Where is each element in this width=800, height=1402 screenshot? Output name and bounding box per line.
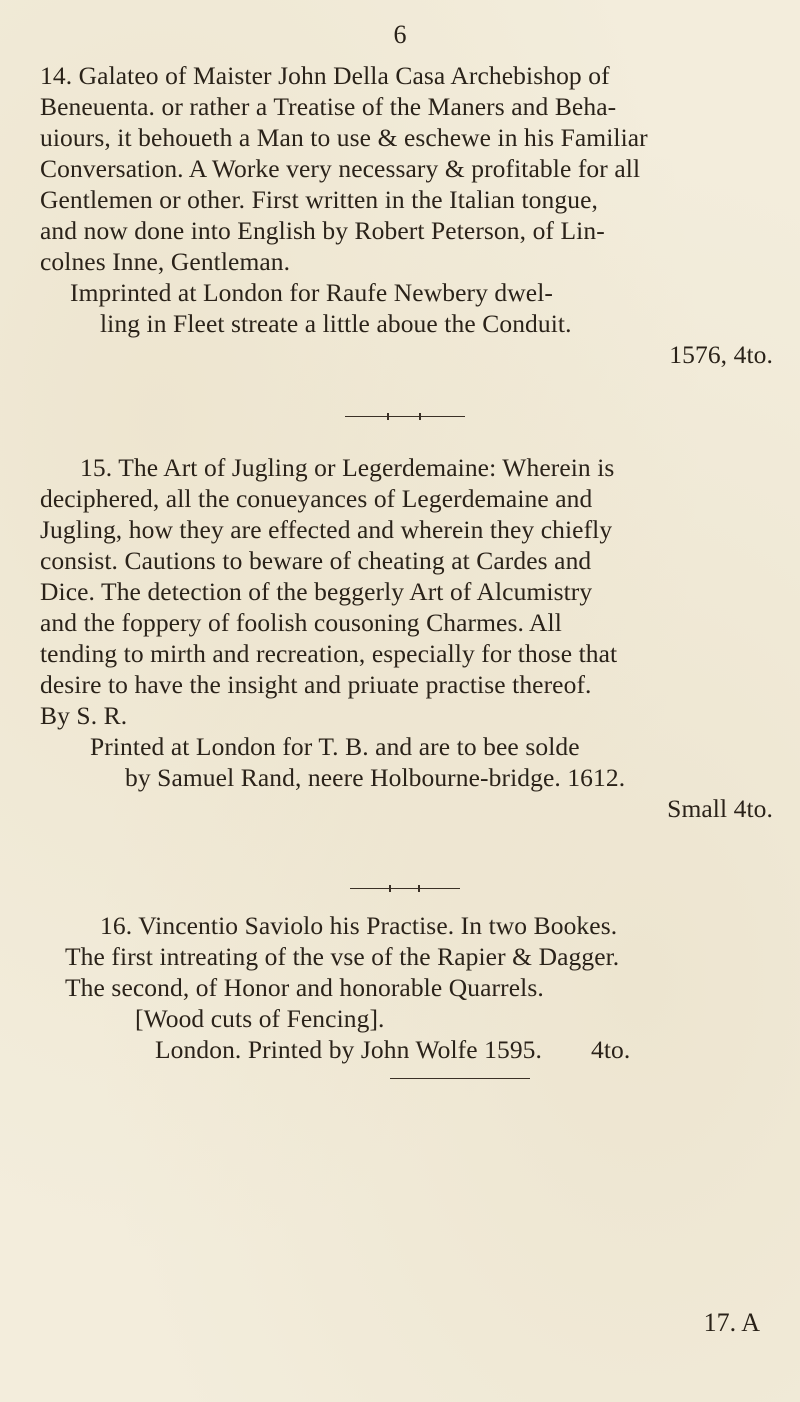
imprint-line: Imprinted at London for Raufe Newbery dwel- — [70, 278, 553, 307]
imprint-line — [40, 1034, 775, 1065]
entry-line: colnes Inne, Gentleman. — [40, 247, 291, 276]
entry-line: and now done into English by Robert Peterson, of Lin- — [40, 216, 605, 245]
imprint-line: by Samuel Rand, neere Holbourne-bridge. 1612. — [125, 763, 626, 792]
entry-line: Beneuenta. or rather a Treatise of the Maners and Beha- — [40, 92, 617, 121]
entry-line: Gentlemen or other. First written in the Italian tongue, — [40, 185, 598, 214]
entry-line: 14. Galateo of Maister John Della Casa Archebishop of — [40, 61, 610, 90]
catchword: 17. A — [703, 1308, 760, 1337]
entry-line: deciphered, all the conueyances of Legerdemaine and — [40, 484, 593, 513]
section-divider — [345, 416, 465, 417]
entry-line: 16. Vincentio Saviolo his Practise. In two Bookes. — [100, 911, 618, 940]
imprint-line: ling in Fleet streate a little aboue the Conduit. — [100, 309, 572, 338]
entry-line: and the foppery of foolish cousoning Charmes. All — [40, 608, 562, 637]
section-divider — [390, 1078, 530, 1079]
catalogue-entry-16 — [40, 910, 775, 1065]
entry-line: Dice. The detection of the beggerly Art of Alcumistry — [40, 577, 593, 606]
imprint-date: 4to. — [590, 1035, 631, 1064]
entry-line: 15. The Art of Jugling or Legerdemaine: Wherein is — [80, 453, 615, 482]
entry-line: By S. R. — [40, 701, 128, 730]
catalogue-entry-15 — [40, 452, 775, 824]
section-divider — [350, 888, 460, 889]
entry-line: tending to mirth and recreation, especially for those that — [40, 639, 618, 668]
imprint-line: Printed at London for T. B. and are to bee solde — [90, 732, 580, 761]
imprint-date: 1576, 4to. — [669, 340, 773, 369]
entry-line: Conversation. A Worke very necessary & profitable for all — [40, 154, 641, 183]
entry-line: The second, of Honor and honorable Quarrels. — [65, 973, 544, 1002]
entry-line: Jugling, how they are effected and wherein they chiefly — [40, 515, 613, 544]
catalogue-entry-14 — [40, 60, 775, 370]
entry-line: [Wood cuts of Fencing]. — [135, 1004, 385, 1033]
page-number: 6 — [393, 20, 407, 49]
entry-line: uiours, it behoueth a Man to use & eschewe in his Familiar — [40, 123, 648, 152]
imprint-date: Small 4to. — [667, 794, 773, 823]
imprint-text: London. Printed by John Wolfe 1595. — [155, 1035, 542, 1064]
entry-line: The first intreating of the vse of the Rapier & Dagger. — [65, 942, 620, 971]
entry-line: consist. Cautions to beware of cheating at Cardes and — [40, 546, 592, 575]
entry-line: desire to have the insight and priuate practise thereof. — [40, 670, 592, 699]
